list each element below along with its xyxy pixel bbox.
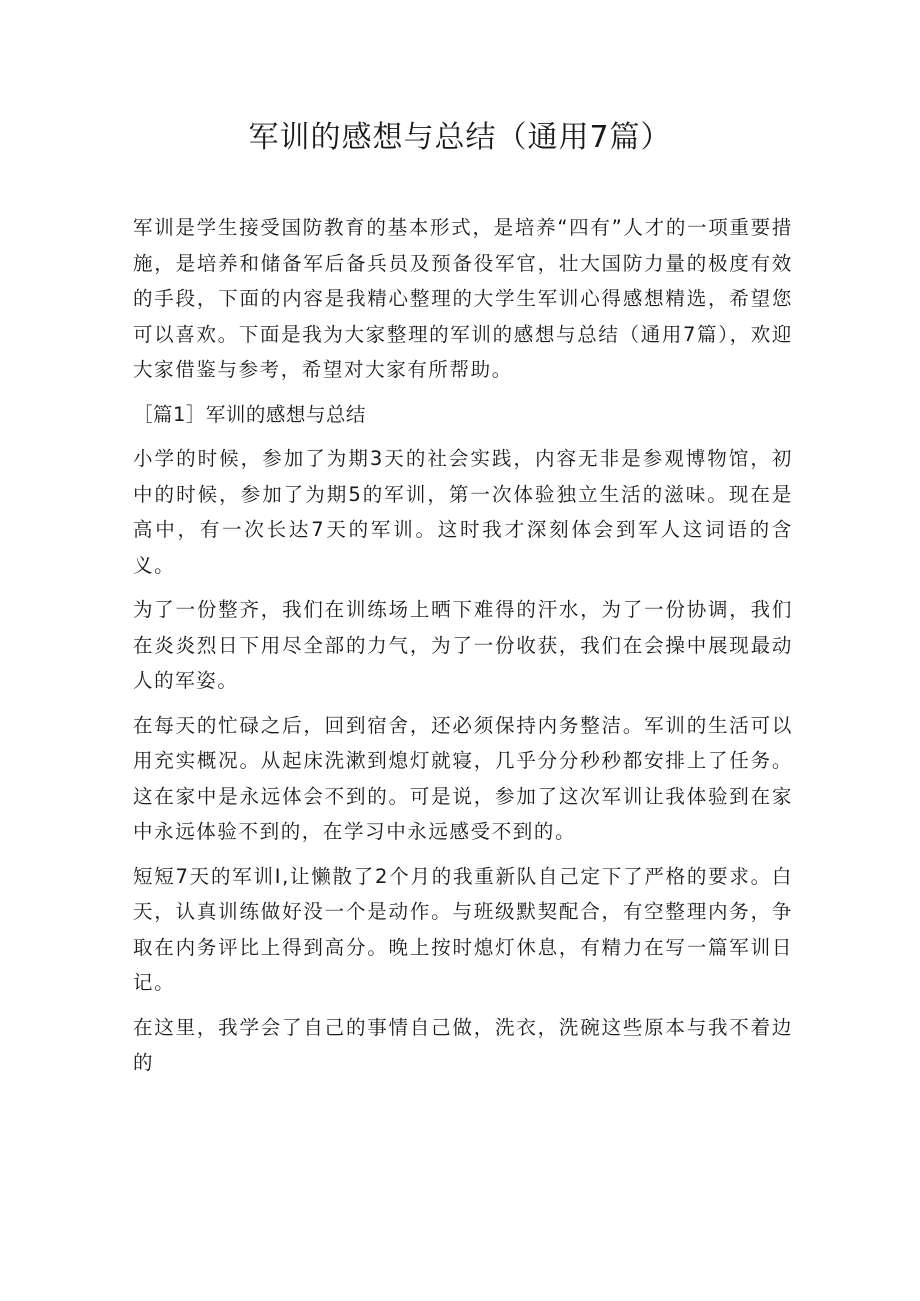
body-paragraph: 短短7天的军训I,让懒散了2个月的我重新队自己定下了严格的要求。白天，认真训练做好没一个是动作。与班级默契配合，有空整理内务，争取在内务评比上得到高分。晚上按时熄灯休息，有精力在写一篇军训日记。 <box>133 864 793 994</box>
body-paragraph: 为了一份整齐，我们在训练场上晒下难得的汗水，为了一份协调，我们在炎炎烈日下用尽全部的力气，为了一份收获，我们在会操中展现最动人的军姿。 <box>133 598 793 692</box>
body-paragraph: 小学的时候，参加了为期3天的社会实践，内容无非是参观博物馆，初中的时候，参加了为期5的军训，第一次体验独立生活的滋味。现在是高中，有一次长达7天的军训。这时我才深刻体会到军人这词语的含义。 <box>133 447 793 577</box>
document-title: 军训的感想与总结（通用7篇） <box>248 120 672 155</box>
intro-paragraph: 军训是学生接受国防教育的基本形式，是培养“四有”人才的一项重要措施，是培养和储备军后备兵员及预备役军官，壮大国防力量的极度有效的手段，下面的内容是我精心整理的大学生军训心得感想精选，希望您可以喜欢。下面是我为大家整理的军训的感想与总结（通用7篇），欢迎大家借鉴与参考，希望对大家有所帮助。 <box>133 216 793 381</box>
body-paragraph: 在这里，我学会了自己的事情自己做，洗衣，洗碗这些原本与我不着边的 <box>133 1015 793 1074</box>
section-heading: ［篇1］军训的感想与总结 <box>133 402 366 426</box>
body-paragraph: 在每天的忙碌之后，回到宿舍，还必须保持内务整洁。军训的生活可以用充实概况。从起床洗漱到熄灯就寝，几乎分分秒秒都安排上了任务。这在家中是永远体会不到的。可是说，参加了这次军训让我体验到在家中永远体验不到的，在学习中永远感受不到的。 <box>133 713 793 843</box>
document-body <box>133 210 793 1090</box>
